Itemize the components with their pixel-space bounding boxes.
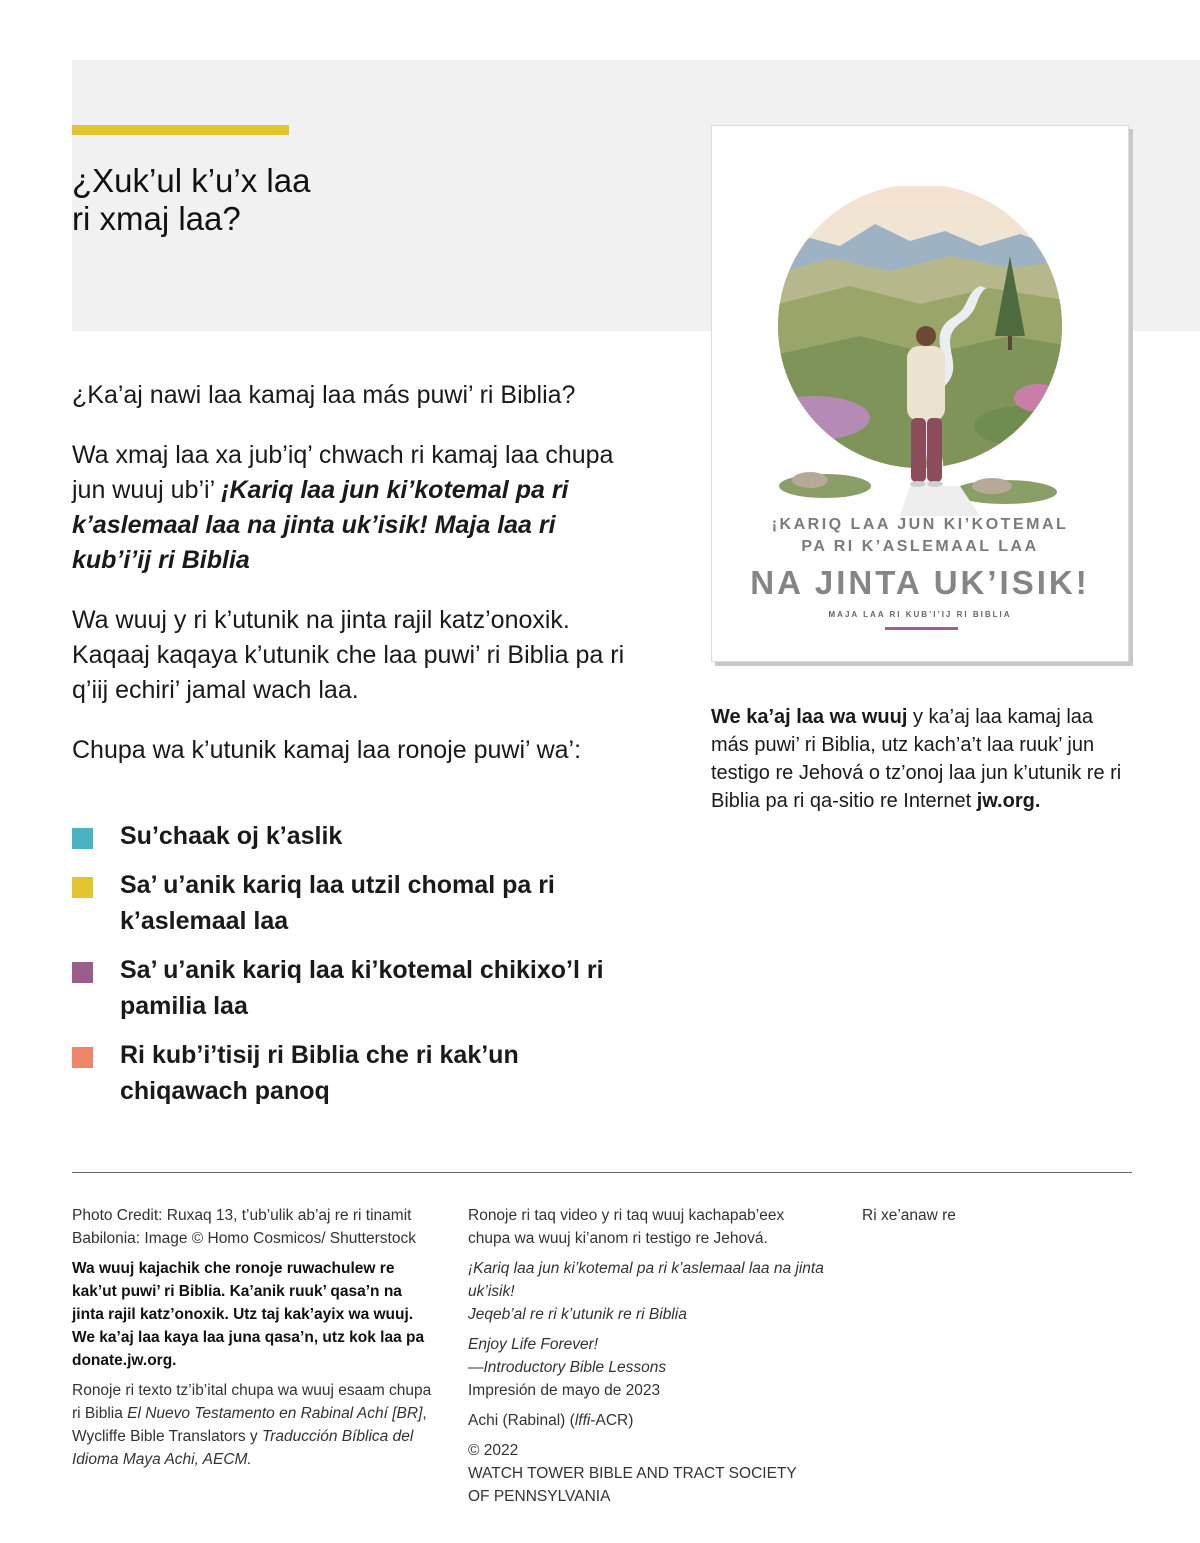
footer-column-1 bbox=[72, 1204, 432, 1478]
language-code-value: lffi bbox=[574, 1412, 591, 1429]
topic-item-2 bbox=[72, 867, 632, 939]
page-title bbox=[72, 162, 632, 238]
square-bullet-icon bbox=[72, 828, 93, 849]
square-bullet-icon bbox=[72, 962, 93, 983]
footer-column-3 bbox=[862, 1204, 1162, 1234]
photo-credit: Photo Credit: Ruxaq 13, t’ub’ulik ab’aj re ri tinamit Babilonia: Image © Homo Cosmicos/ Shutterstock bbox=[72, 1207, 416, 1247]
page-title-line-2: ri xmaj laa? bbox=[72, 200, 241, 237]
donation-note: Wa wuuj kajachik che ronoje ruwachulew re kak’ut puwi’ ri Biblia. Ka’anik ruuk’ qasa’n na jinta rajil katz’onoxik. Utz taj kak’ayix wa wuuj. We ka’aj laa kaya laa juna qasa’n, utz kok laa pa donate.jw.org. bbox=[72, 1260, 425, 1369]
topic-label-4: Ri kub’i’tisij ri Biblia che ri kak’un chiqawach panoq bbox=[120, 1041, 519, 1105]
side-invitation-lead: We ka’aj laa wa wuuj bbox=[711, 706, 908, 728]
intro-free-paragraph: Wa wuuj y ri k’utunik na jinta rajil katz’onoxik. Kaqaaj kaqaya k’utunik che laa puwi’ ri Biblia pa ri q’iij echiri’ jamal wach laa. bbox=[72, 606, 625, 704]
side-invitation-text: y ka’aj laa kamaj laa más puwi’ ri Biblia, utz kach’a’t laa ruuk’ jun testigo re Jehová o tz’onoj laa jun k’utunik re ri Biblia pa ri qa-sitio re Internet bbox=[711, 706, 1122, 812]
footer-column-2 bbox=[468, 1204, 828, 1515]
english-title-line-1: Enjoy Life Forever! bbox=[468, 1336, 599, 1353]
page-title-line-1: ¿Xuk’ul k’u’x laa bbox=[72, 162, 311, 199]
intro-question: ¿Ka’aj nawi laa kamaj laa más puwi’ ri Biblia? bbox=[72, 381, 576, 409]
footer-divider bbox=[72, 1172, 1132, 1173]
book-cover bbox=[711, 125, 1129, 662]
topic-item-3 bbox=[72, 952, 632, 1024]
topic-label-1: Su’chaak oj k’aslik bbox=[120, 822, 343, 850]
cover-subtitle bbox=[712, 514, 1128, 558]
bible-source-title-2: Traducción Bíblica del Idioma Maya Achi, AECM. bbox=[72, 1428, 414, 1468]
language-lead: Achi (Rabinal) ( bbox=[468, 1412, 575, 1429]
bible-source-lead: Ronoje ri texto tz’ib’ital chupa wa wuuj esaam chupa ri Biblia bbox=[72, 1382, 432, 1422]
topic-item-1 bbox=[72, 818, 632, 854]
jw-org-link[interactable]: jw.org. bbox=[976, 790, 1041, 812]
bible-source-title-1: El Nuevo Testamento en Rabinal Achí [BR] bbox=[127, 1405, 423, 1422]
language-code bbox=[468, 1409, 828, 1432]
copyright-owner-line-1: WATCH TOWER BIBLE AND TRACT SOCIETY bbox=[468, 1465, 797, 1482]
printing-date: Impresión de mayo de 2023 bbox=[468, 1382, 661, 1399]
intro-topics-lead: Chupa wa k’utunik kamaj laa ronoje puwi’ wa’: bbox=[72, 736, 582, 764]
cover-main-title: NA JINTA UK’ISIK! bbox=[750, 564, 1090, 601]
book-title-note bbox=[468, 1257, 828, 1326]
cover-subtitle-line-1: ¡KARIQ LAA JUN KI’KOTEMAL bbox=[771, 516, 1069, 533]
side-invitation bbox=[711, 703, 1131, 815]
cover-small-title: MAJA LAA RI KUB’I’IJ RI BIBLIA bbox=[828, 610, 1012, 619]
english-title-note bbox=[468, 1333, 828, 1402]
accent-bar bbox=[72, 125, 289, 135]
cover-subtitle-line-2: PA RI K’ASLEMAAL LAA bbox=[801, 538, 1039, 555]
topic-list bbox=[72, 818, 632, 1122]
bible-source-mid: , Wycliffe Bible Translators y bbox=[72, 1405, 427, 1445]
copyright-note bbox=[468, 1439, 828, 1508]
intro-book-lead: Wa xmaj laa xa jub’iq’ chwach ri kamaj laa chupa jun wuuj ub’i’ bbox=[72, 441, 614, 504]
intro-book-title: ¡Kariq laa jun ki’kotemal pa ri k’aslemaal laa na jinta uk’isik! Maja laa ri kub’i’ij ri Biblia bbox=[72, 476, 569, 574]
intro-book-paragraph bbox=[72, 438, 632, 578]
square-bullet-icon bbox=[72, 877, 93, 898]
copyright-owner-line-2: OF PENNSYLVANIA bbox=[468, 1488, 611, 1505]
videos-note: Ronoje ri taq video y ri taq wuuj kachapab’eex chupa wa wuuj ki’anom ri testigo re Jehová. bbox=[468, 1207, 785, 1247]
square-bullet-icon bbox=[72, 1047, 93, 1068]
book-title-line-2: Jeqeb’al re ri k’utunik re ri Biblia bbox=[468, 1306, 687, 1323]
copyright-year: © 2022 bbox=[468, 1442, 519, 1459]
intro-section bbox=[72, 378, 632, 793]
cover-landscape-illustration bbox=[770, 186, 1070, 516]
cover-accent-line bbox=[885, 627, 958, 630]
topic-label-2: Sa’ u’anik kariq laa utzil chomal pa ri k’aslemaal laa bbox=[120, 871, 555, 935]
english-title-line-2: —Introductory Bible Lessons bbox=[468, 1359, 667, 1376]
book-title-line-1: ¡Kariq laa jun ki’kotemal pa ri k’aslemaal laa na jinta uk’isik! bbox=[468, 1260, 824, 1300]
topic-label-3: Sa’ u’anik kariq laa ki’kotemal chikixo’l ri pamilia laa bbox=[120, 956, 604, 1020]
bible-source-note bbox=[72, 1379, 432, 1471]
topic-item-4 bbox=[72, 1037, 632, 1109]
publisher-label: Ri xe’anaw re bbox=[862, 1207, 956, 1224]
language-tail: -ACR) bbox=[590, 1412, 634, 1429]
